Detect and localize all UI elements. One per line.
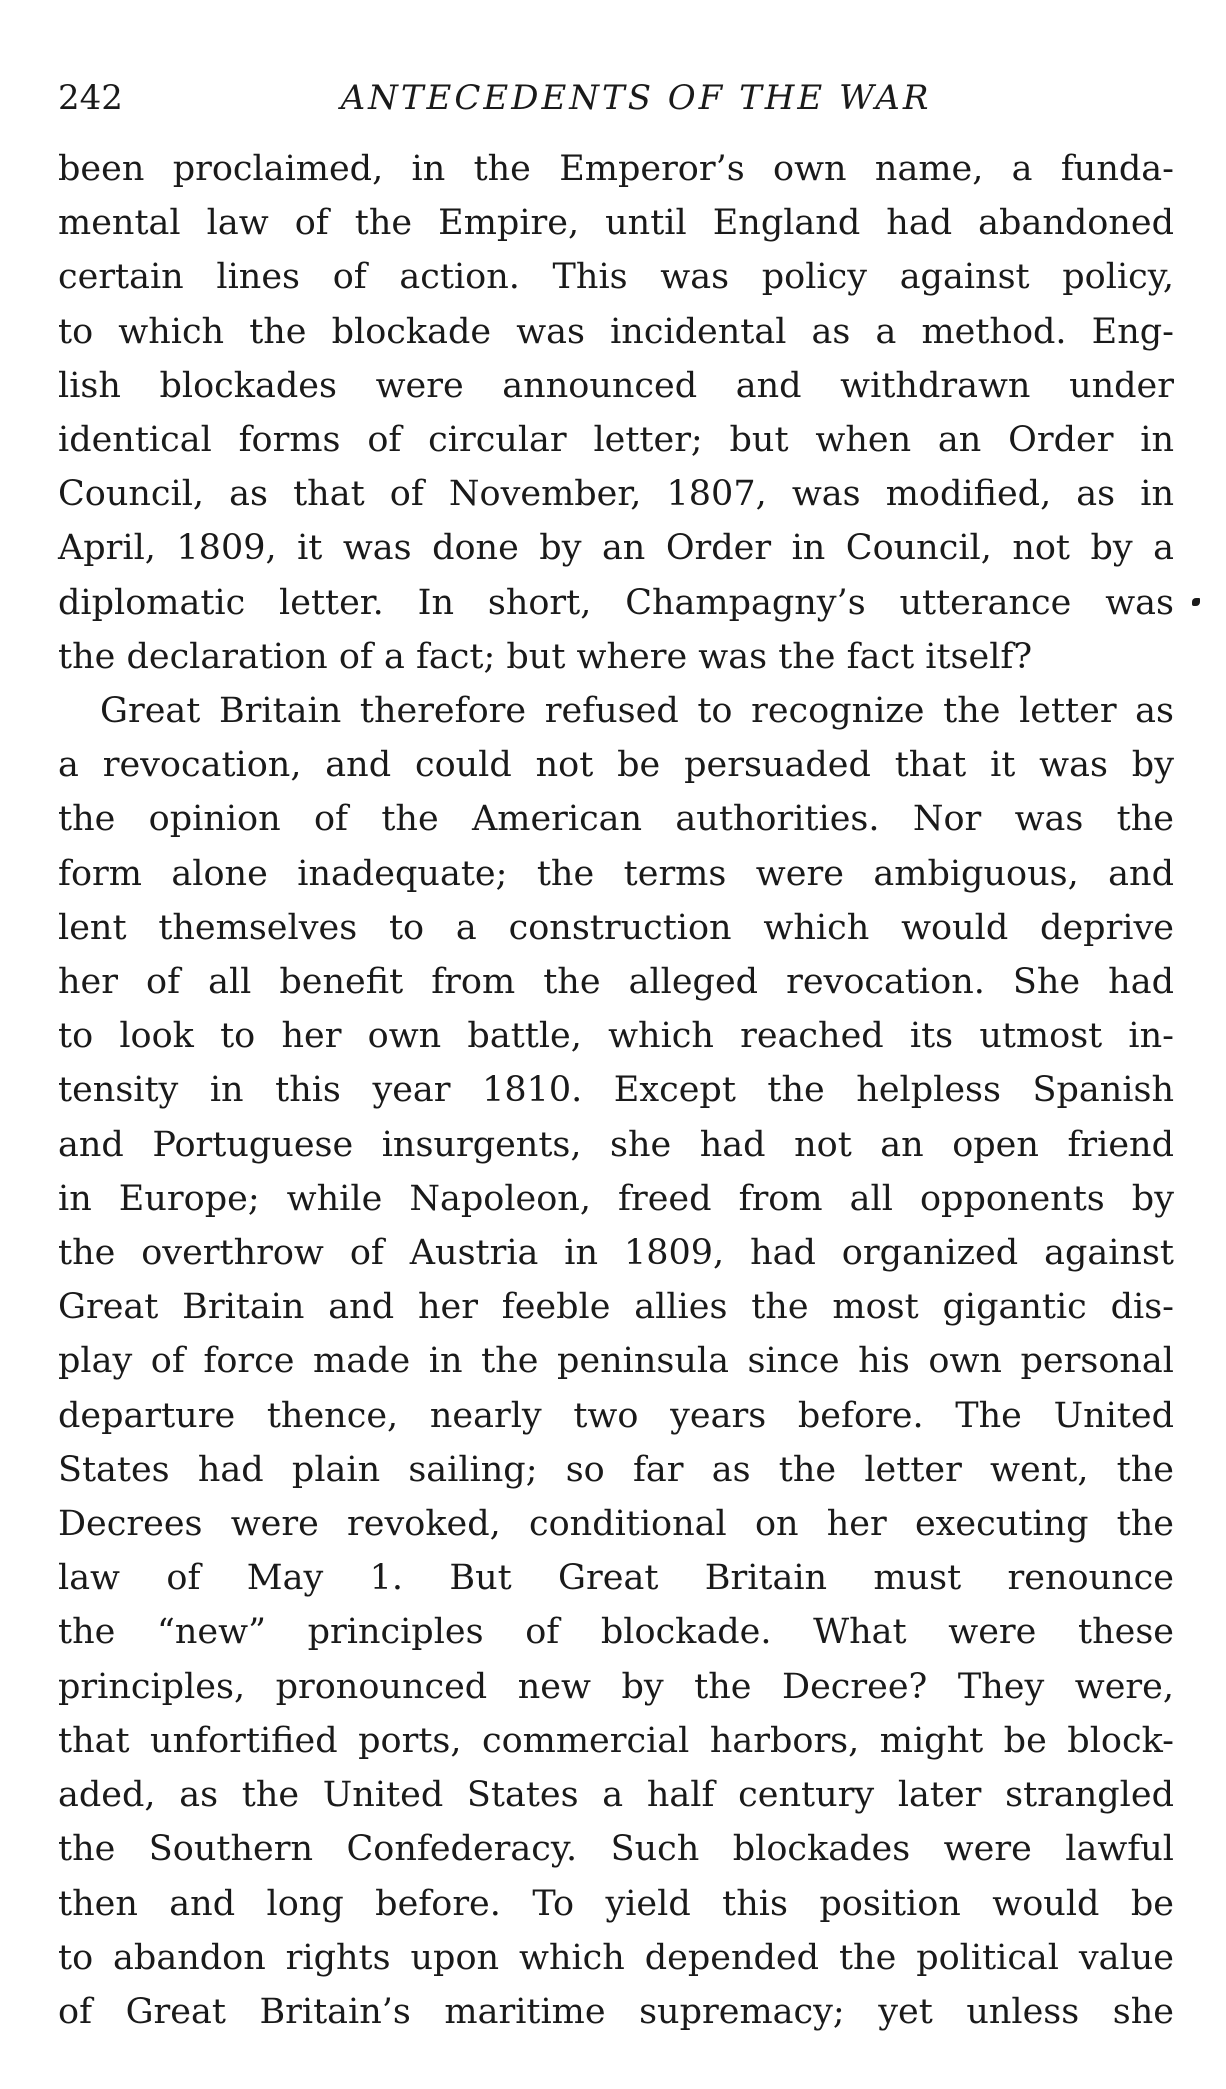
text-line: Decrees were revoked, conditional on her executing the xyxy=(58,1504,1174,1545)
text-line: to look to her own battle, which reached its utmost in- xyxy=(58,1016,1174,1057)
text-line: the “new” principles of blockade. What were these xyxy=(58,1612,1174,1653)
text-line: principles, pronounced new by the Decree? They were, xyxy=(58,1666,1174,1707)
text-line: form alone inadequate; the terms were ambiguous, and xyxy=(58,853,1174,894)
text-line: mental law of the Empire, until England had abandoned xyxy=(58,203,1174,244)
text-line: to abandon rights upon which depended the political value xyxy=(58,1937,1174,1978)
text-line: Council, as that of November, 1807, was modified, as in xyxy=(58,474,1174,515)
text-line: then and long before. To yield this position would be xyxy=(58,1883,1174,1924)
text-line: play of force made in the peninsula since his own personal xyxy=(58,1341,1174,1382)
paragraph-2 xyxy=(58,684,1174,2039)
body-text xyxy=(58,142,1174,2039)
margin-ink-mark xyxy=(1192,598,1200,606)
text-line: to which the blockade was incidental as a method. Eng- xyxy=(58,311,1174,352)
text-line: departure thence, nearly two years before. The United xyxy=(58,1395,1174,1436)
running-header xyxy=(58,72,1174,124)
text-line: lent themselves to a construction which would deprive xyxy=(58,907,1174,948)
text-line: lish blockades were announced and withdrawn under xyxy=(58,365,1174,406)
text-line: of Great Britain’s maritime supremacy; yet unless she xyxy=(58,1991,1174,2032)
page-number: 242 xyxy=(58,78,123,118)
text-line: the Southern Confederacy. Such blockades were lawful xyxy=(58,1829,1174,1870)
text-line: Great Britain therefore refused to recognize the letter as xyxy=(100,691,1174,732)
text-line: been proclaimed, in the Emperor’s own name, a funda- xyxy=(58,149,1174,189)
text-line: her of all benefit from the alleged revocation. She had xyxy=(58,962,1174,1003)
book-page xyxy=(58,72,1174,2039)
text-line: States had plain sailing; so far as the letter went, the xyxy=(58,1449,1174,1490)
text-line: diplomatic letter. In short, Champagny’s utterance was xyxy=(58,582,1174,623)
text-line: law of May 1. But Great Britain must renounce xyxy=(58,1558,1174,1599)
running-title: ANTECEDENTS OF THE WAR xyxy=(340,78,932,118)
text-line: that unfortified ports, commercial harbors, might be block- xyxy=(58,1720,1174,1761)
text-line: and Portuguese insurgents, she had not an open friend xyxy=(58,1124,1174,1165)
text-line: aded, as the United States a half century later strangled xyxy=(58,1775,1174,1816)
paragraph-1 xyxy=(58,142,1174,684)
text-line: the opinion of the American authorities. Nor was the xyxy=(58,799,1174,840)
text-line: identical forms of circular letter; but when an Order in xyxy=(58,420,1174,461)
text-line: Great Britain and her feeble allies the most gigantic dis- xyxy=(58,1287,1174,1328)
text-line: April, 1809, it was done by an Order in Council, not by a xyxy=(58,528,1174,569)
text-line: certain lines of action. This was policy against policy, xyxy=(58,257,1174,298)
text-line: the overthrow of Austria in 1809, had organized against xyxy=(58,1233,1174,1274)
text-line: in Europe; while Napoleon, freed from all opponents by xyxy=(58,1178,1174,1219)
text-line: a revocation, and could not be persuaded that it was by xyxy=(58,745,1174,786)
text-line: the declaration of a fact; but where was the fact itself? xyxy=(58,636,1033,677)
text-line: tensity in this year 1810. Except the helpless Spanish xyxy=(58,1070,1174,1111)
